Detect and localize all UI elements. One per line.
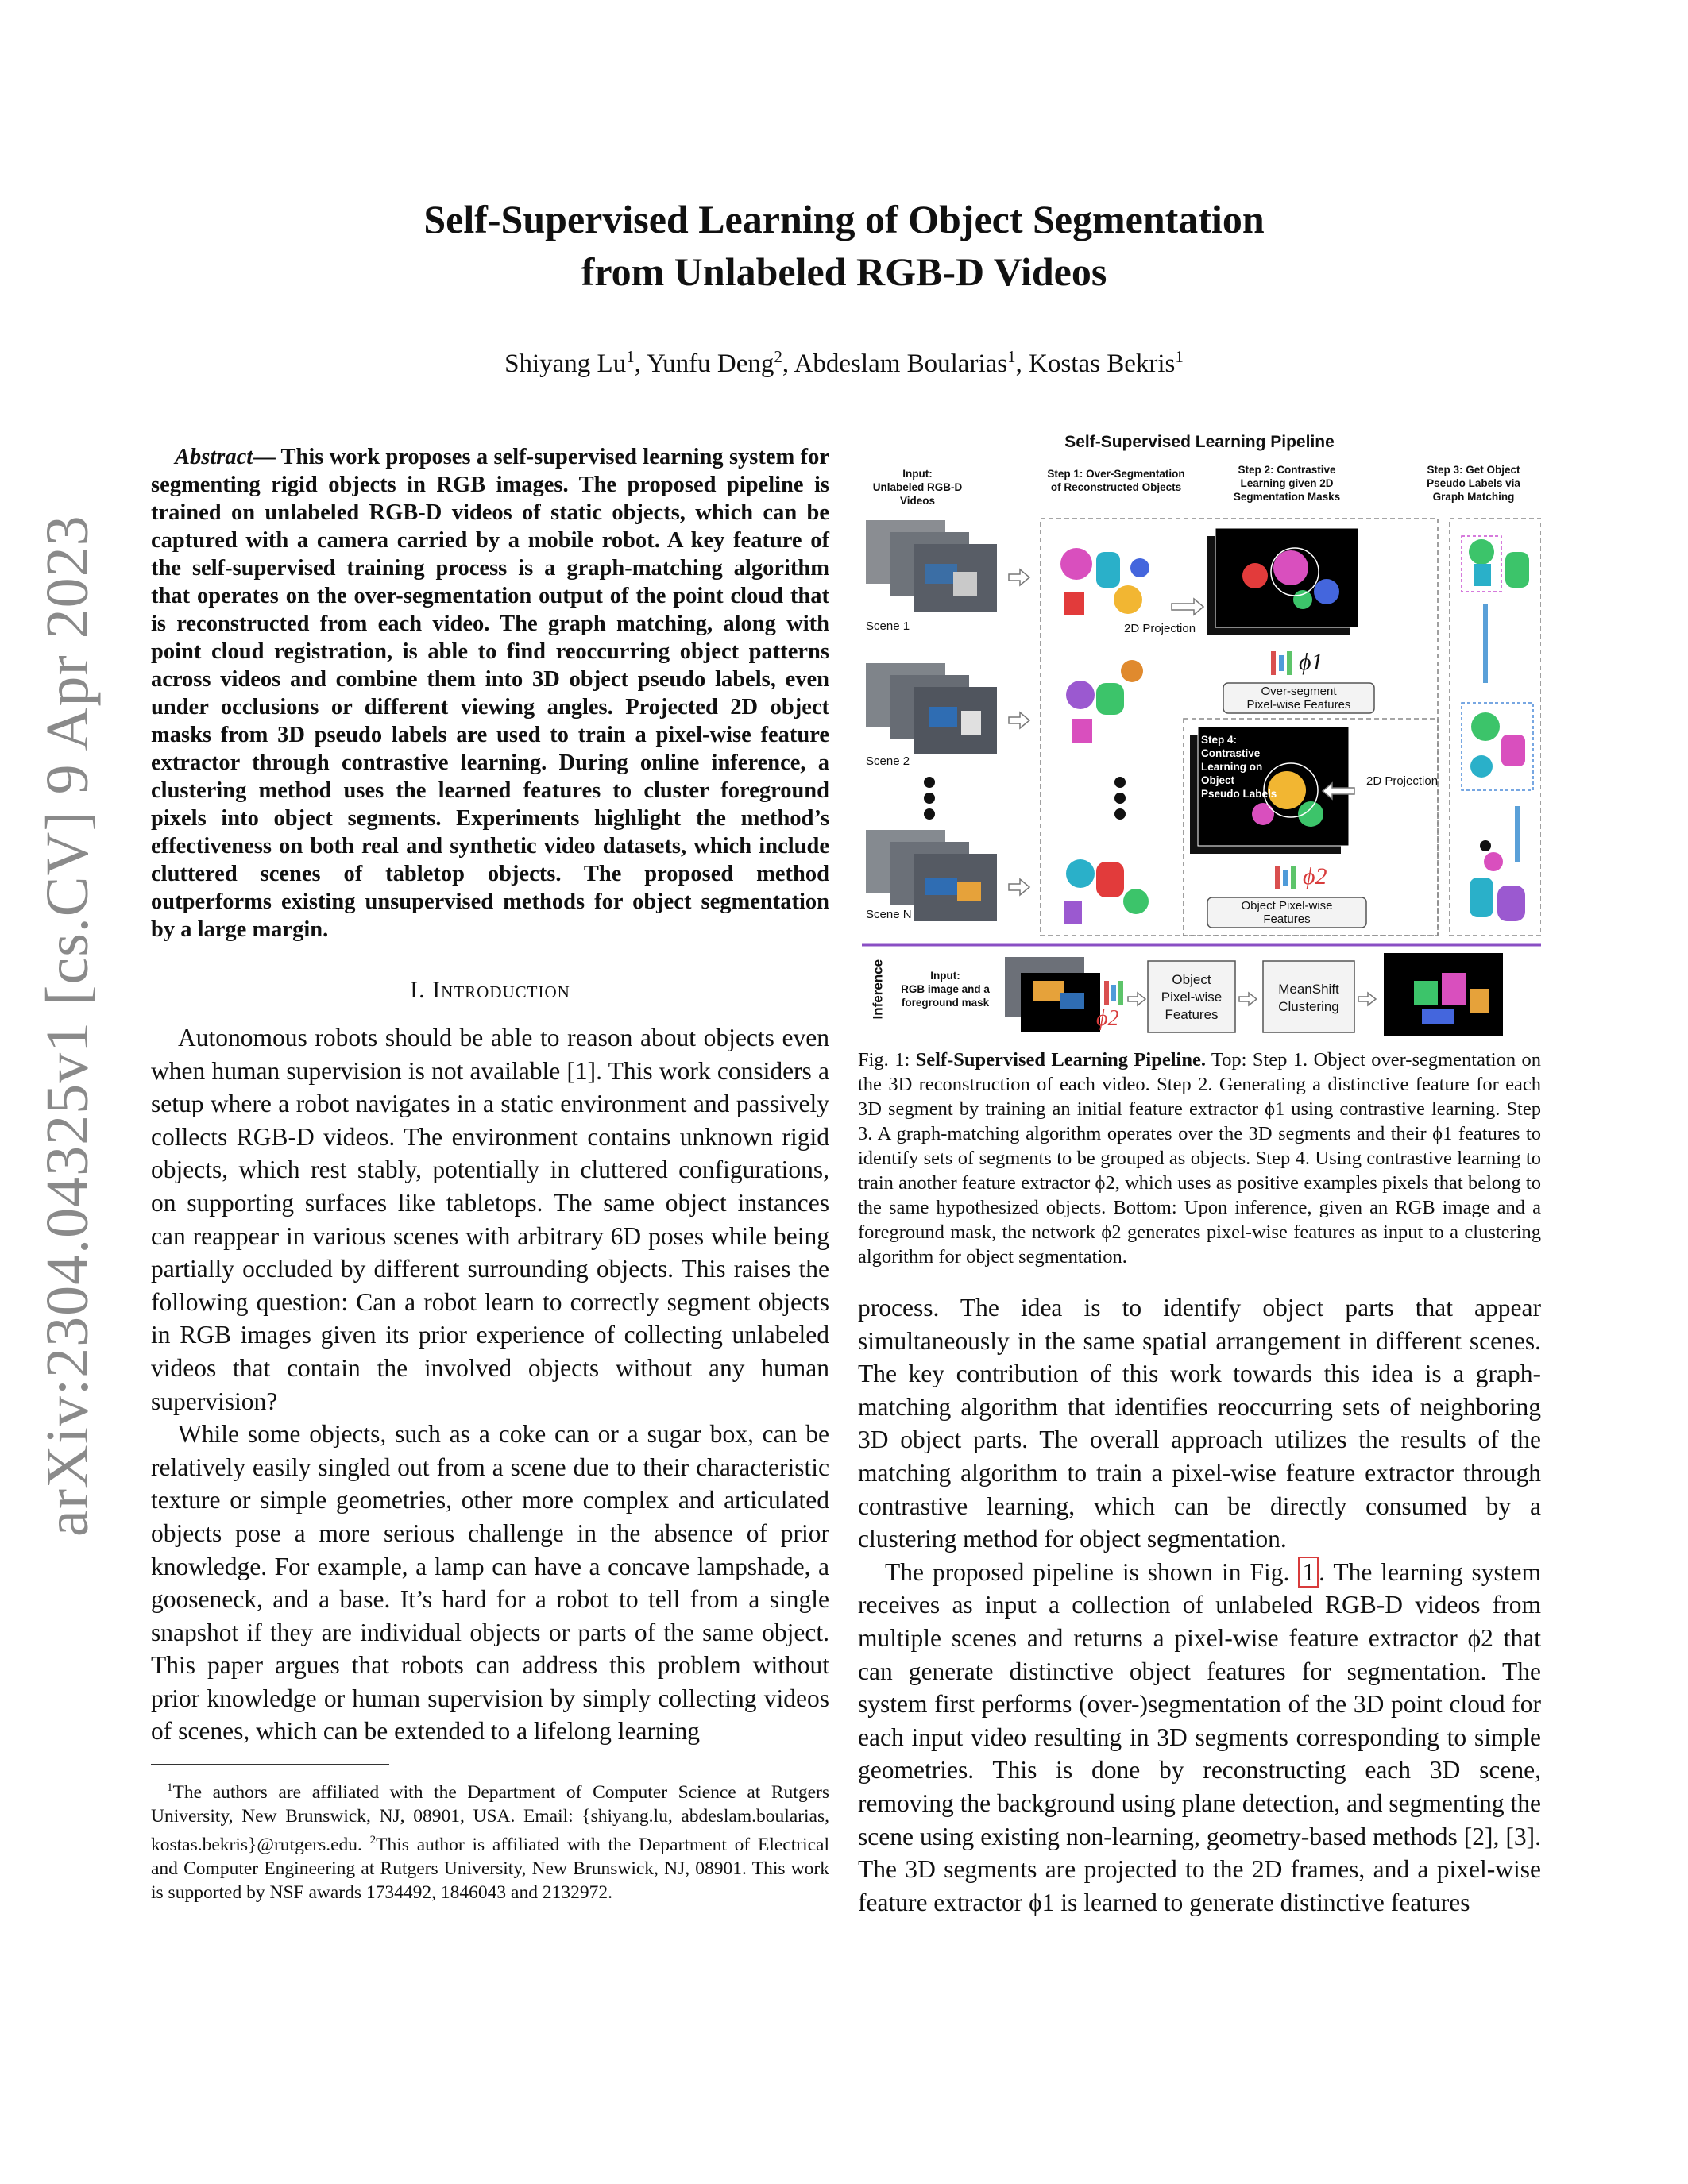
arrow-right-icon (1239, 993, 1257, 1005)
network-icon (1275, 866, 1296, 889)
arrow-right-icon (1358, 993, 1376, 1005)
arrow-right-icon (1128, 993, 1145, 1005)
section-number: I. (410, 977, 426, 1003)
step-3-objects (1462, 536, 1533, 921)
ellipsis-dot (1114, 808, 1126, 820)
paper-title (238, 193, 1450, 298)
step-2-label: Step 2: Contrastive Learning given 2D Segmentation Masks (1233, 464, 1341, 503)
figure-1 (858, 433, 1541, 1036)
figure-caption (858, 1048, 1541, 1269)
footnote-marker: 2 (369, 1833, 377, 1846)
right-column (858, 433, 1541, 1919)
right-paragraph-2-start: The proposed pipeline is shown in Fig. (885, 1557, 1299, 1586)
arxiv-stamp: arXiv:2304.04325v1 [cs.CV] 9 Apr 2023 (34, 515, 101, 1537)
scene-n-label: Scene N (866, 908, 912, 921)
object-pixel-label: Object Pixel-wise Features (1241, 899, 1333, 926)
projection-label: 2D Projection (1124, 622, 1196, 635)
author-affiliation: 1 (1007, 347, 1016, 366)
figure-graphic (858, 433, 1541, 1036)
meanshift-label: MeanShift Clustering (1278, 982, 1339, 1014)
network-icon (1271, 651, 1292, 675)
caption-title: Self-Supervised Learning Pipeline. (915, 1049, 1206, 1071)
arrow-right-icon (1172, 599, 1203, 615)
figure-title: Self-Supervised Learning Pipeline (1064, 433, 1335, 451)
footnote-marker: 1 (167, 1781, 173, 1795)
ellipsis-dot (924, 777, 935, 788)
projection-label: 2D Projection (1366, 774, 1439, 788)
author-name: Kostas Bekris (1029, 349, 1176, 378)
abstract-text: — This work proposes a self-supervised learning system for segmenting rigid objects in RGB images. The proposed pipeline is trained on unlabeled RGB-D videos of static objects, which can be captured with a camera carried by a mobile robot. A key feature of the self-supervised training process is a graph-matching algorithm that operates on the over-segmentation output of the point cloud that is reconstructed from each video. The graph matching, along with point cloud registration, is able to find reoccurring object patterns across videos and combine them into 3D object pseudo labels, even under occlusions or different viewing angles. Projected 2D object masks from 3D pseudo labels are used to train a pixel-wise feature extractor through contrastive learning. During online inference, a clustering method uses the learned features to cluster foreground pixels into object segments. Experiments highlight the method’s effectiveness on both real and synthetic video datasets, which include cluttered scenes of tabletop objects. The proposed method outperforms existing unsupervised methods for object segmentation by a large margin. (151, 445, 829, 942)
caption-prefix: Fig. 1: (858, 1049, 916, 1071)
left-column (151, 443, 829, 1904)
right-paragraph-1: process. The idea is to identify object parts that appear simultaneously in the same spatial arrangement in different scenes. The key contribution of this work towards this idea is a graph-matching algorithm that identifies reoccurring sets of neighboring 3D object parts. The overall approach utilizes the results of the matching algorithm to train a pixel-wise feature extractor through contrastive learning, which can be directly consumed by a clustering method for object segmentation. (858, 1294, 1541, 1553)
right-paragraph-2-rest: . The learning system receives as input a collection of unlabeled RGB-D videos from multiple scenes and returns a pixel-wise feature extractor ϕ2 that can generate distinctive object features for segmentation. The system first performs (over-)segmentation of the 3D point cloud for each input video resulting in 3D segments corresponding to simple geometries. This is done by reconstructing each 3D scene, removing the background using plane detection, and segmenting the scene using existing non-learning, geometry-based methods [2], [3]. The 3D segments are projected to the 2D frames, and a pixel-wise feature extractor ϕ1 is learned to generate distinctive features (858, 1557, 1541, 1916)
author-name: Yunfu Deng (646, 349, 774, 378)
arrow-right-icon (1009, 712, 1029, 728)
inference-row (1005, 953, 1503, 1036)
abstract-lead: Abstract (175, 445, 253, 469)
step-3-label: Step 3: Get Object Pseudo Labels via Graph Matching (1427, 464, 1520, 503)
phi2-label: ϕ2 (1303, 863, 1327, 889)
section-title: Introduction (432, 977, 570, 1003)
intro-paragraph-2: While some objects, such as a coke can or a sugar box, can be relatively easily singled out from a scene due to their characteristic texture or simple geometries, other more complex and articulated objects pose a more serious challenge in the absence of prior knowledge. For example, a lamp can have a concave lampshade, a gooseneck, and a base. It’s hard for a robot to tell from a single snapshot if they are individual objects or parts of the same object. This paper argues that robots can address this problem without prior knowledge or human supervision by simply collecting videos of scenes, which can be extended to a lifelong learning (151, 1420, 829, 1746)
inference-feature-label: Object Pixel-wise Features (1161, 972, 1223, 1022)
inference-input-label: Input: RGB image and a foreground mask (901, 970, 990, 1009)
caption-text: Top: Step 1. Object over-segmentation on the 3D reconstruction of each video. Step 2. Generating a distinctive feature for each 3D segment by training an initial feature extractor ϕ1 using contrastive learning. Step 3. A graph-matching algorithm operates over the 3D segments and their ϕ1 features to identify sets of segments to be grouped as objects. Step 4. Using contrastive learning to train another feature extractor ϕ2, which uses as positive examples pixels that belong to the same hypothesized objects. Bottom: Upon inference, given an RGB image and a foreground mask, the network ϕ2 generates pixel-wise features as input to a clustering algorithm for object segmentation. (858, 1049, 1541, 1268)
step-1-segments (1060, 548, 1149, 924)
oversegment-label: Over-segment Pixel-wise Features (1246, 685, 1351, 712)
author-list: Shiyang Lu$^1$, Yunfu Deng$^2$, Abdeslam Boularias$^1$, Kostas Bekris$^1$ (504, 347, 1184, 378)
step-1-label: Step 1: Over-Segmentation of Reconstructed Objects (1047, 468, 1185, 493)
phi2-inference-label: ϕ2 (1096, 1006, 1119, 1031)
footnote-1-text: The authors are affiliated with the Department of Computer Science at Rutgers University, New Brunswick, NJ, 08901, USA. Email: {shiyang.lu, abdeslam.boularias, kostas.bekris}@rutgers.edu. (151, 1781, 829, 1855)
author-name: Shiyang Lu (504, 349, 627, 378)
scene-2-photos (866, 663, 997, 754)
figure-reference-link[interactable]: 1 (1298, 1557, 1319, 1588)
scene-1-label: Scene 1 (866, 619, 910, 633)
input-label: Input: Unlabeled RGB-D Videos (872, 468, 963, 507)
arrow-right-icon (1009, 569, 1029, 585)
author-affiliation: 1 (626, 347, 635, 366)
title-line-2: from Unlabeled RGB-D Videos (581, 249, 1107, 294)
author-affiliation: 2 (774, 347, 782, 366)
step-2-masks (1207, 528, 1358, 635)
ellipsis-dot (1114, 793, 1126, 804)
footnote-2-text: This author is affiliated with the Department of Electrical and Computer Engineering at Rutgers University, New Brunswick, NJ, 08901. This work is supported by NSF awards 1734492, 1846043 and 2132972. (151, 1834, 829, 1903)
phi1-label: ϕ1 (1299, 649, 1323, 675)
arrow-right-icon (1009, 879, 1029, 895)
author-name: Abdeslam Boularias (794, 349, 1008, 378)
abstract (151, 443, 829, 943)
intro-paragraph-1: Autonomous robots should be able to reason about objects even when human supervision is not available [1]. This work considers a setup where a robot navigates in a static environment and passively collects RGB-D videos. The environment contains unknown rigid objects, which rest stably, potentially in cluttered configurations, on supporting surfaces like tabletops. The same object instances can reappear in various scenes with arbitrary 6D poses while being partially occluded by different surrounding objects. This raises the following question: Can a robot learn to correctly segment objects in RGB images given its prior experience of collecting unlabeled videos that contain the involved objects without any human supervision? (151, 1024, 829, 1415)
ellipsis-dot (1114, 777, 1126, 788)
section-heading (151, 977, 829, 1004)
footnote (151, 1776, 829, 1904)
ellipsis-dot (924, 793, 935, 804)
inference-label: Inference (870, 959, 886, 1020)
scene-1-photos (866, 520, 997, 612)
scene-2-label: Scene 2 (866, 754, 910, 768)
footnote-divider (151, 1764, 389, 1765)
step-4-label: Step 4: Contrastive Learning on Object Pseudo Labels (1201, 734, 1277, 800)
author-affiliation: 1 (1175, 347, 1184, 366)
right-paragraph-2 (858, 1556, 1541, 1920)
ellipsis-dot (924, 808, 935, 820)
title-line-1: Self-Supervised Learning of Object Segmentation (423, 197, 1265, 241)
